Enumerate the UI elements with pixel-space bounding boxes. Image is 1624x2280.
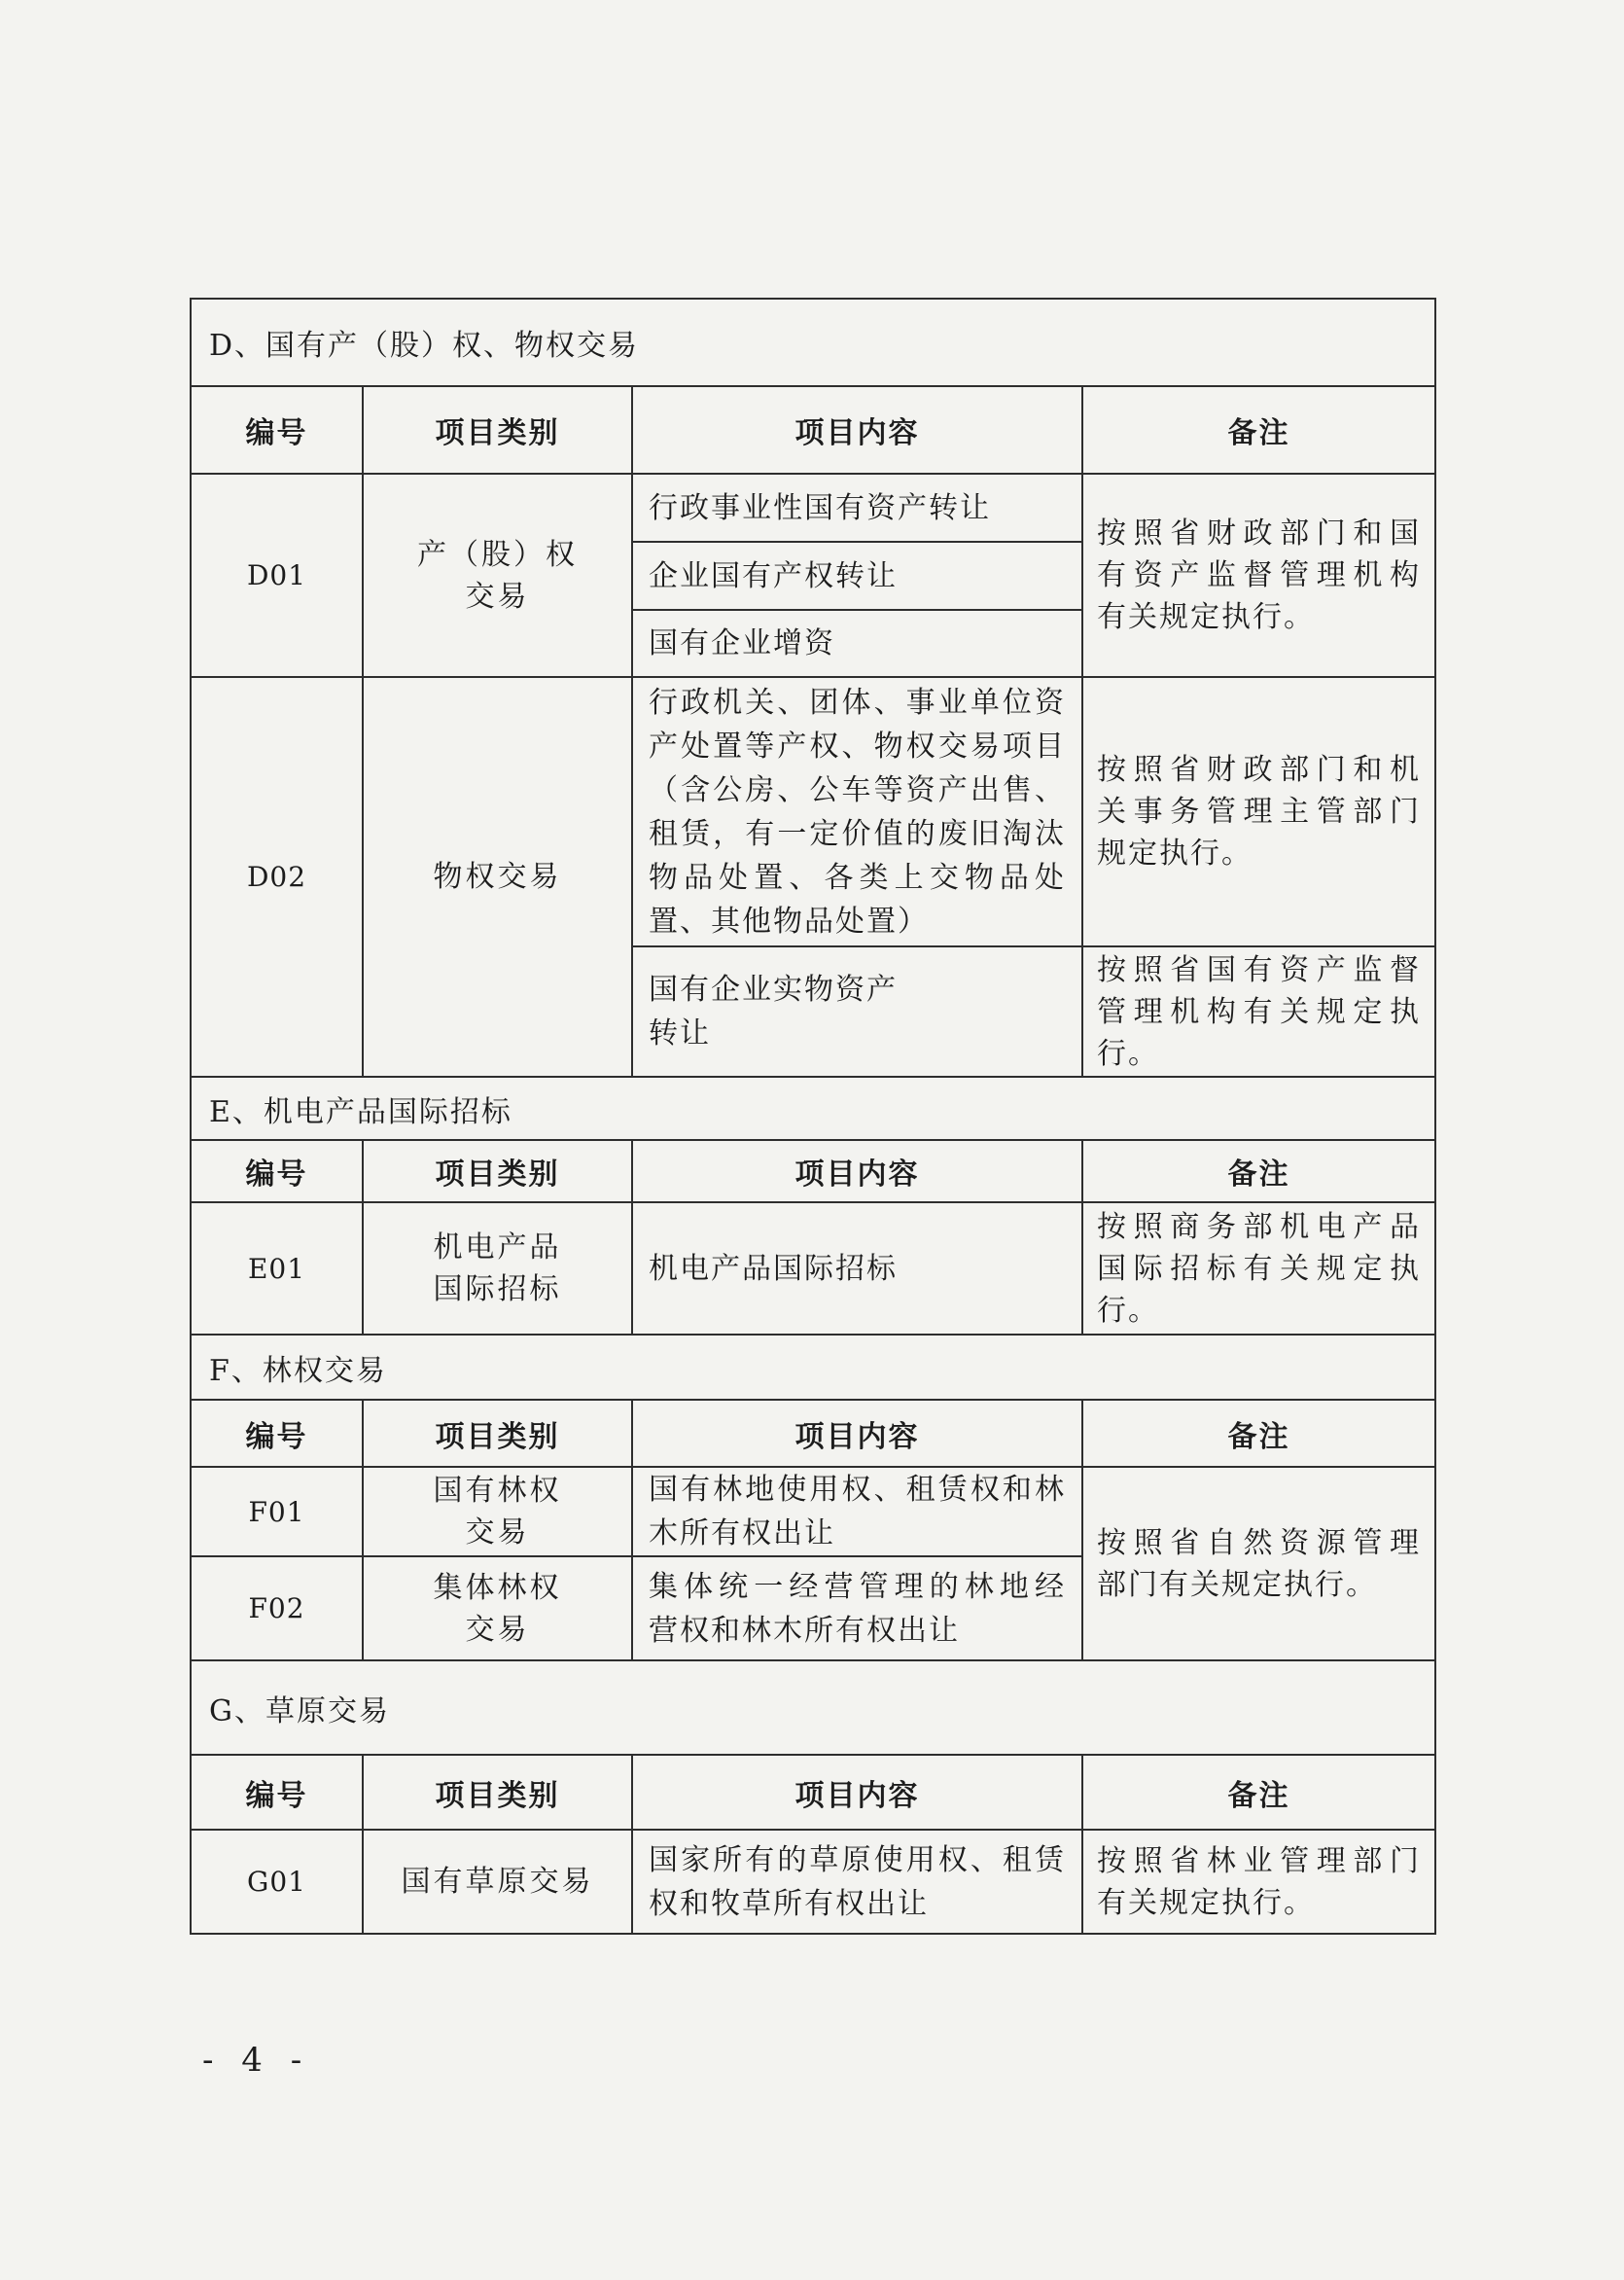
item-content: [632, 1467, 1082, 1556]
item-content: [632, 1556, 1082, 1660]
item-category: [363, 474, 632, 677]
section-title: D、国有产（股）权、物权交易: [191, 299, 1435, 386]
header-note: 备注: [1082, 1755, 1435, 1830]
item-content: [632, 677, 1082, 946]
content-line: 国家所有的草原使用权、租赁: [649, 1842, 1066, 1877]
table-row: [191, 1202, 1435, 1335]
section-title: G、草原交易: [191, 1660, 1435, 1755]
header-content: 项目内容: [632, 386, 1082, 474]
note-line: 有关规定执行。: [1097, 1885, 1315, 1920]
category-line: 交易: [465, 1515, 530, 1550]
item-content: [632, 610, 1082, 677]
header-code: 编号: [191, 1140, 363, 1202]
item-content: [632, 1202, 1082, 1335]
content-line: 权和牧草所有权出让: [649, 1886, 929, 1921]
category-line: 国有林权: [433, 1474, 562, 1508]
column-header-row: [191, 1400, 1435, 1467]
note-line: 按照省林业管理部门: [1097, 1843, 1421, 1878]
table-row: [191, 1830, 1435, 1934]
item-code: D01: [191, 474, 363, 677]
item-code: D02: [191, 677, 363, 1077]
header-category: 项目类别: [363, 1140, 632, 1202]
item-note: [1082, 1830, 1435, 1934]
item-content: [632, 946, 1082, 1077]
section-title: E、机电产品国际招标: [191, 1077, 1435, 1140]
content-line: 营权和林木所有权出让: [649, 1613, 960, 1648]
note-line: 按照省自然资源管理: [1097, 1525, 1421, 1560]
header-note: 备注: [1082, 1400, 1435, 1467]
note-line: 关事务管理主管部门: [1097, 795, 1421, 829]
item-code: F02: [191, 1556, 363, 1660]
table-row: [191, 474, 1435, 542]
column-header-row: [191, 1755, 1435, 1830]
header-code: 编号: [191, 1755, 363, 1830]
note-line: 管理机构有关规定执: [1097, 994, 1421, 1029]
table-row: [191, 677, 1435, 946]
column-header-row: [191, 386, 1435, 474]
item-content: [632, 1830, 1082, 1934]
content-line: 国有企业增资: [649, 626, 835, 660]
note-line: 有资产监督管理机构: [1097, 558, 1421, 592]
item-note: [1082, 474, 1435, 677]
item-code: E01: [191, 1202, 363, 1335]
section-title-row: [191, 299, 1435, 386]
item-content: [632, 474, 1082, 542]
item-code: G01: [191, 1830, 363, 1934]
header-category: 项目类别: [363, 1400, 632, 1467]
item-note: [1082, 1467, 1435, 1660]
item-note: [1082, 677, 1435, 946]
item-category: [363, 1556, 632, 1660]
content-line: 转让: [649, 1016, 711, 1051]
note-line: 按照省财政部门和机: [1097, 753, 1421, 787]
content-line: 企业国有产权转让: [649, 558, 898, 593]
section-title-row: [191, 1077, 1435, 1140]
category-line: 国有草原交易: [401, 1865, 594, 1899]
trading-catalog-table: [190, 298, 1436, 1935]
item-category: [363, 1830, 632, 1934]
header-category: 项目类别: [363, 1755, 632, 1830]
table-row: [191, 1467, 1435, 1556]
item-category: [363, 1467, 632, 1556]
item-category: [363, 677, 632, 1077]
note-line: 按照省国有资产监督: [1097, 952, 1421, 987]
header-content: 项目内容: [632, 1400, 1082, 1467]
item-note: [1082, 1202, 1435, 1335]
content-line: 租赁，有一定价值的废旧淘汰: [649, 816, 1066, 851]
item-note: [1082, 946, 1435, 1077]
category-line: 交易: [465, 579, 530, 614]
header-code: 编号: [191, 1400, 363, 1467]
note-line: 规定执行。: [1097, 837, 1253, 871]
note-line: 行。: [1097, 1293, 1159, 1328]
header-content: 项目内容: [632, 1755, 1082, 1830]
content-line: 行政事业性国有资产转让: [649, 490, 991, 525]
item-category: [363, 1202, 632, 1335]
content-line: （含公房、公车等资产出售、: [649, 772, 1066, 807]
section-title-row: [191, 1660, 1435, 1755]
section-title-row: [191, 1335, 1435, 1400]
note-line: 有关规定执行。: [1097, 600, 1315, 634]
category-line: 国际招标: [433, 1272, 562, 1306]
content-line: 国有林地使用权、租赁权和林: [649, 1473, 1066, 1507]
category-line: 产（股）权: [417, 537, 578, 572]
content-line: 产处置等产权、物权交易项目: [649, 729, 1066, 764]
section-title: F、林权交易: [191, 1335, 1435, 1400]
content-line: 行政机关、团体、事业单位资: [649, 685, 1066, 720]
header-note: 备注: [1082, 386, 1435, 474]
header-code: 编号: [191, 386, 363, 474]
content-line: 木所有权出让: [649, 1516, 835, 1550]
content-line: 物品处置、各类上交物品处: [649, 860, 1066, 895]
header-category: 项目类别: [363, 386, 632, 474]
note-line: 按照商务部机电产品: [1097, 1209, 1421, 1244]
header-content: 项目内容: [632, 1140, 1082, 1202]
category-line: 物权交易: [433, 860, 562, 894]
category-line: 交易: [465, 1612, 530, 1647]
content-line: 国有企业实物资产: [649, 973, 898, 1007]
category-line: 集体林权: [433, 1570, 562, 1605]
header-note: 备注: [1082, 1140, 1435, 1202]
item-content: [632, 542, 1082, 610]
note-line: 行。: [1097, 1036, 1159, 1071]
item-code: F01: [191, 1467, 363, 1556]
category-line: 机电产品: [433, 1230, 562, 1265]
column-header-row: [191, 1140, 1435, 1202]
content-line: 置、其他物品处置）: [649, 904, 929, 939]
page-number: - 4 -: [202, 2041, 311, 2080]
note-line: 按照省财政部门和国: [1097, 517, 1421, 551]
note-line: 国际招标有关规定执: [1097, 1251, 1421, 1286]
note-line: 部门有关规定执行。: [1097, 1567, 1377, 1602]
content-line: 集体统一经营管理的林地经: [649, 1569, 1066, 1604]
content-line: 机电产品国际招标: [649, 1251, 898, 1286]
